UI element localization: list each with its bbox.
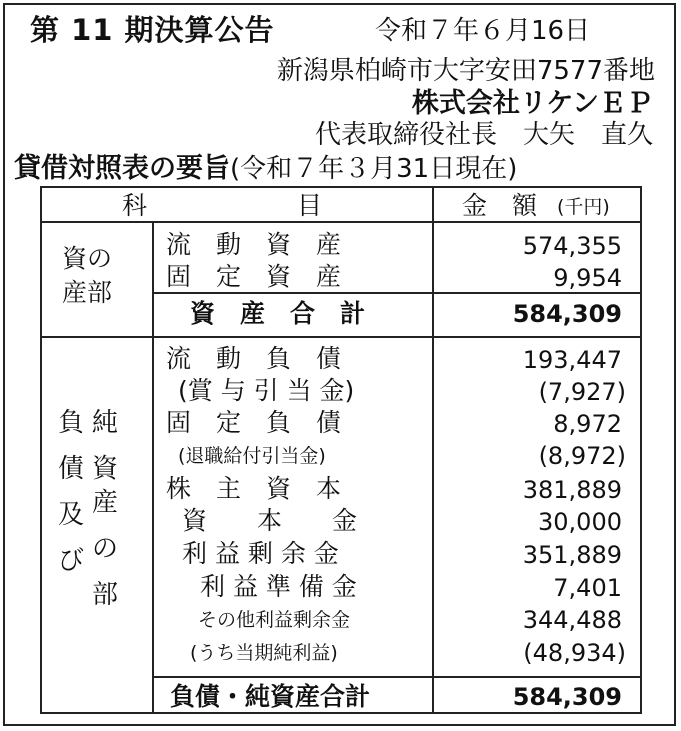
liab-label-char: 純: [91, 408, 118, 438]
value-capital-stock: 30,000: [538, 508, 622, 536]
value-retained-earnings: 351,889: [522, 541, 622, 569]
header-divider: [42, 221, 640, 223]
notice-date: 令和７年６月16日: [375, 16, 591, 46]
value-shareholders-equity: 381,889: [522, 476, 622, 504]
company-representative: 代表取締役社長 大矢 直久: [314, 120, 653, 150]
item-other-retained-earnings: その他利益剰余金: [198, 609, 351, 631]
notice-title: 第 11 期決算公告: [30, 13, 275, 47]
liab-total-divider: [152, 676, 640, 678]
assets-section-label-2: 産部: [62, 278, 113, 307]
liab-label-char: び: [57, 546, 84, 576]
amount-column-divider: [432, 188, 434, 712]
value-current-liabilities: 193,447: [522, 346, 622, 374]
assets-section-label-1: 資の: [62, 244, 113, 273]
liab-label-char: 部: [91, 580, 118, 610]
balance-sheet-date: (令和７年３月31日現在): [230, 154, 518, 184]
assets-section-divider: [42, 336, 640, 338]
liab-label-char: 産: [91, 488, 118, 518]
item-column-header: 科 目: [122, 191, 323, 220]
assets-total-divider: [152, 292, 640, 294]
item-bonus-reserve: (賞 与 引 当 金): [178, 376, 355, 405]
liab-label-char: 債: [57, 454, 84, 484]
item-total-assets: 資 産 合 計: [190, 299, 366, 328]
liab-label-char: 資: [91, 454, 118, 484]
company-name: 株式会社リケンＥＰ: [411, 88, 653, 119]
unit-label: (千円): [557, 196, 610, 218]
item-net-income: (うち当期純利益): [190, 642, 338, 664]
value-legal-reserve: 7,401: [553, 574, 622, 602]
value-net-income: (48,934): [523, 639, 626, 667]
value-current-assets: 574,355: [522, 232, 622, 260]
liab-label-char: 負: [57, 408, 84, 438]
value-fixed-assets: 9,954: [553, 264, 622, 292]
item-retirement-reserve: (退職給付引当金): [178, 445, 326, 467]
balance-sheet-title: 貸借対照表の要旨: [14, 153, 230, 184]
item-current-assets: 流 動 資 産: [166, 230, 342, 259]
value-retirement-reserve: (8,972): [538, 442, 626, 470]
amount-column-header: 金 額: [462, 191, 538, 220]
liab-section-label-col1: [56, 410, 86, 594]
value-total-liab-equity: 584,309: [512, 683, 622, 711]
value-total-assets: 584,309: [512, 300, 622, 328]
item-current-liabilities: 流 動 負 債: [166, 344, 342, 373]
balance-sheet-heading: [14, 155, 517, 182]
value-fixed-liabilities: 8,972: [553, 410, 622, 438]
item-total-liab-equity: 負債・純資産合計: [170, 682, 371, 711]
value-other-retained-earnings: 344,488: [522, 606, 622, 634]
label-column-divider: [152, 222, 154, 712]
item-shareholders-equity: 株 主 資 本: [166, 474, 342, 503]
liab-section-label-col2: [90, 410, 120, 628]
item-retained-earnings: 利 益 剰 余 金: [182, 539, 339, 568]
company-address: 新潟県柏崎市大字安田7577番地: [276, 56, 655, 86]
liab-label-char: の: [91, 534, 118, 564]
item-fixed-liabilities: 固 定 負 債: [166, 408, 342, 437]
value-bonus-reserve: (7,927): [538, 378, 626, 406]
item-capital-stock: 資 本 金: [182, 506, 358, 535]
balance-sheet-table: [40, 186, 642, 714]
item-legal-reserve: 利 益 準 備 金: [200, 572, 357, 601]
item-fixed-assets: 固 定 資 産: [166, 262, 342, 291]
liab-label-char: 及: [57, 500, 84, 530]
